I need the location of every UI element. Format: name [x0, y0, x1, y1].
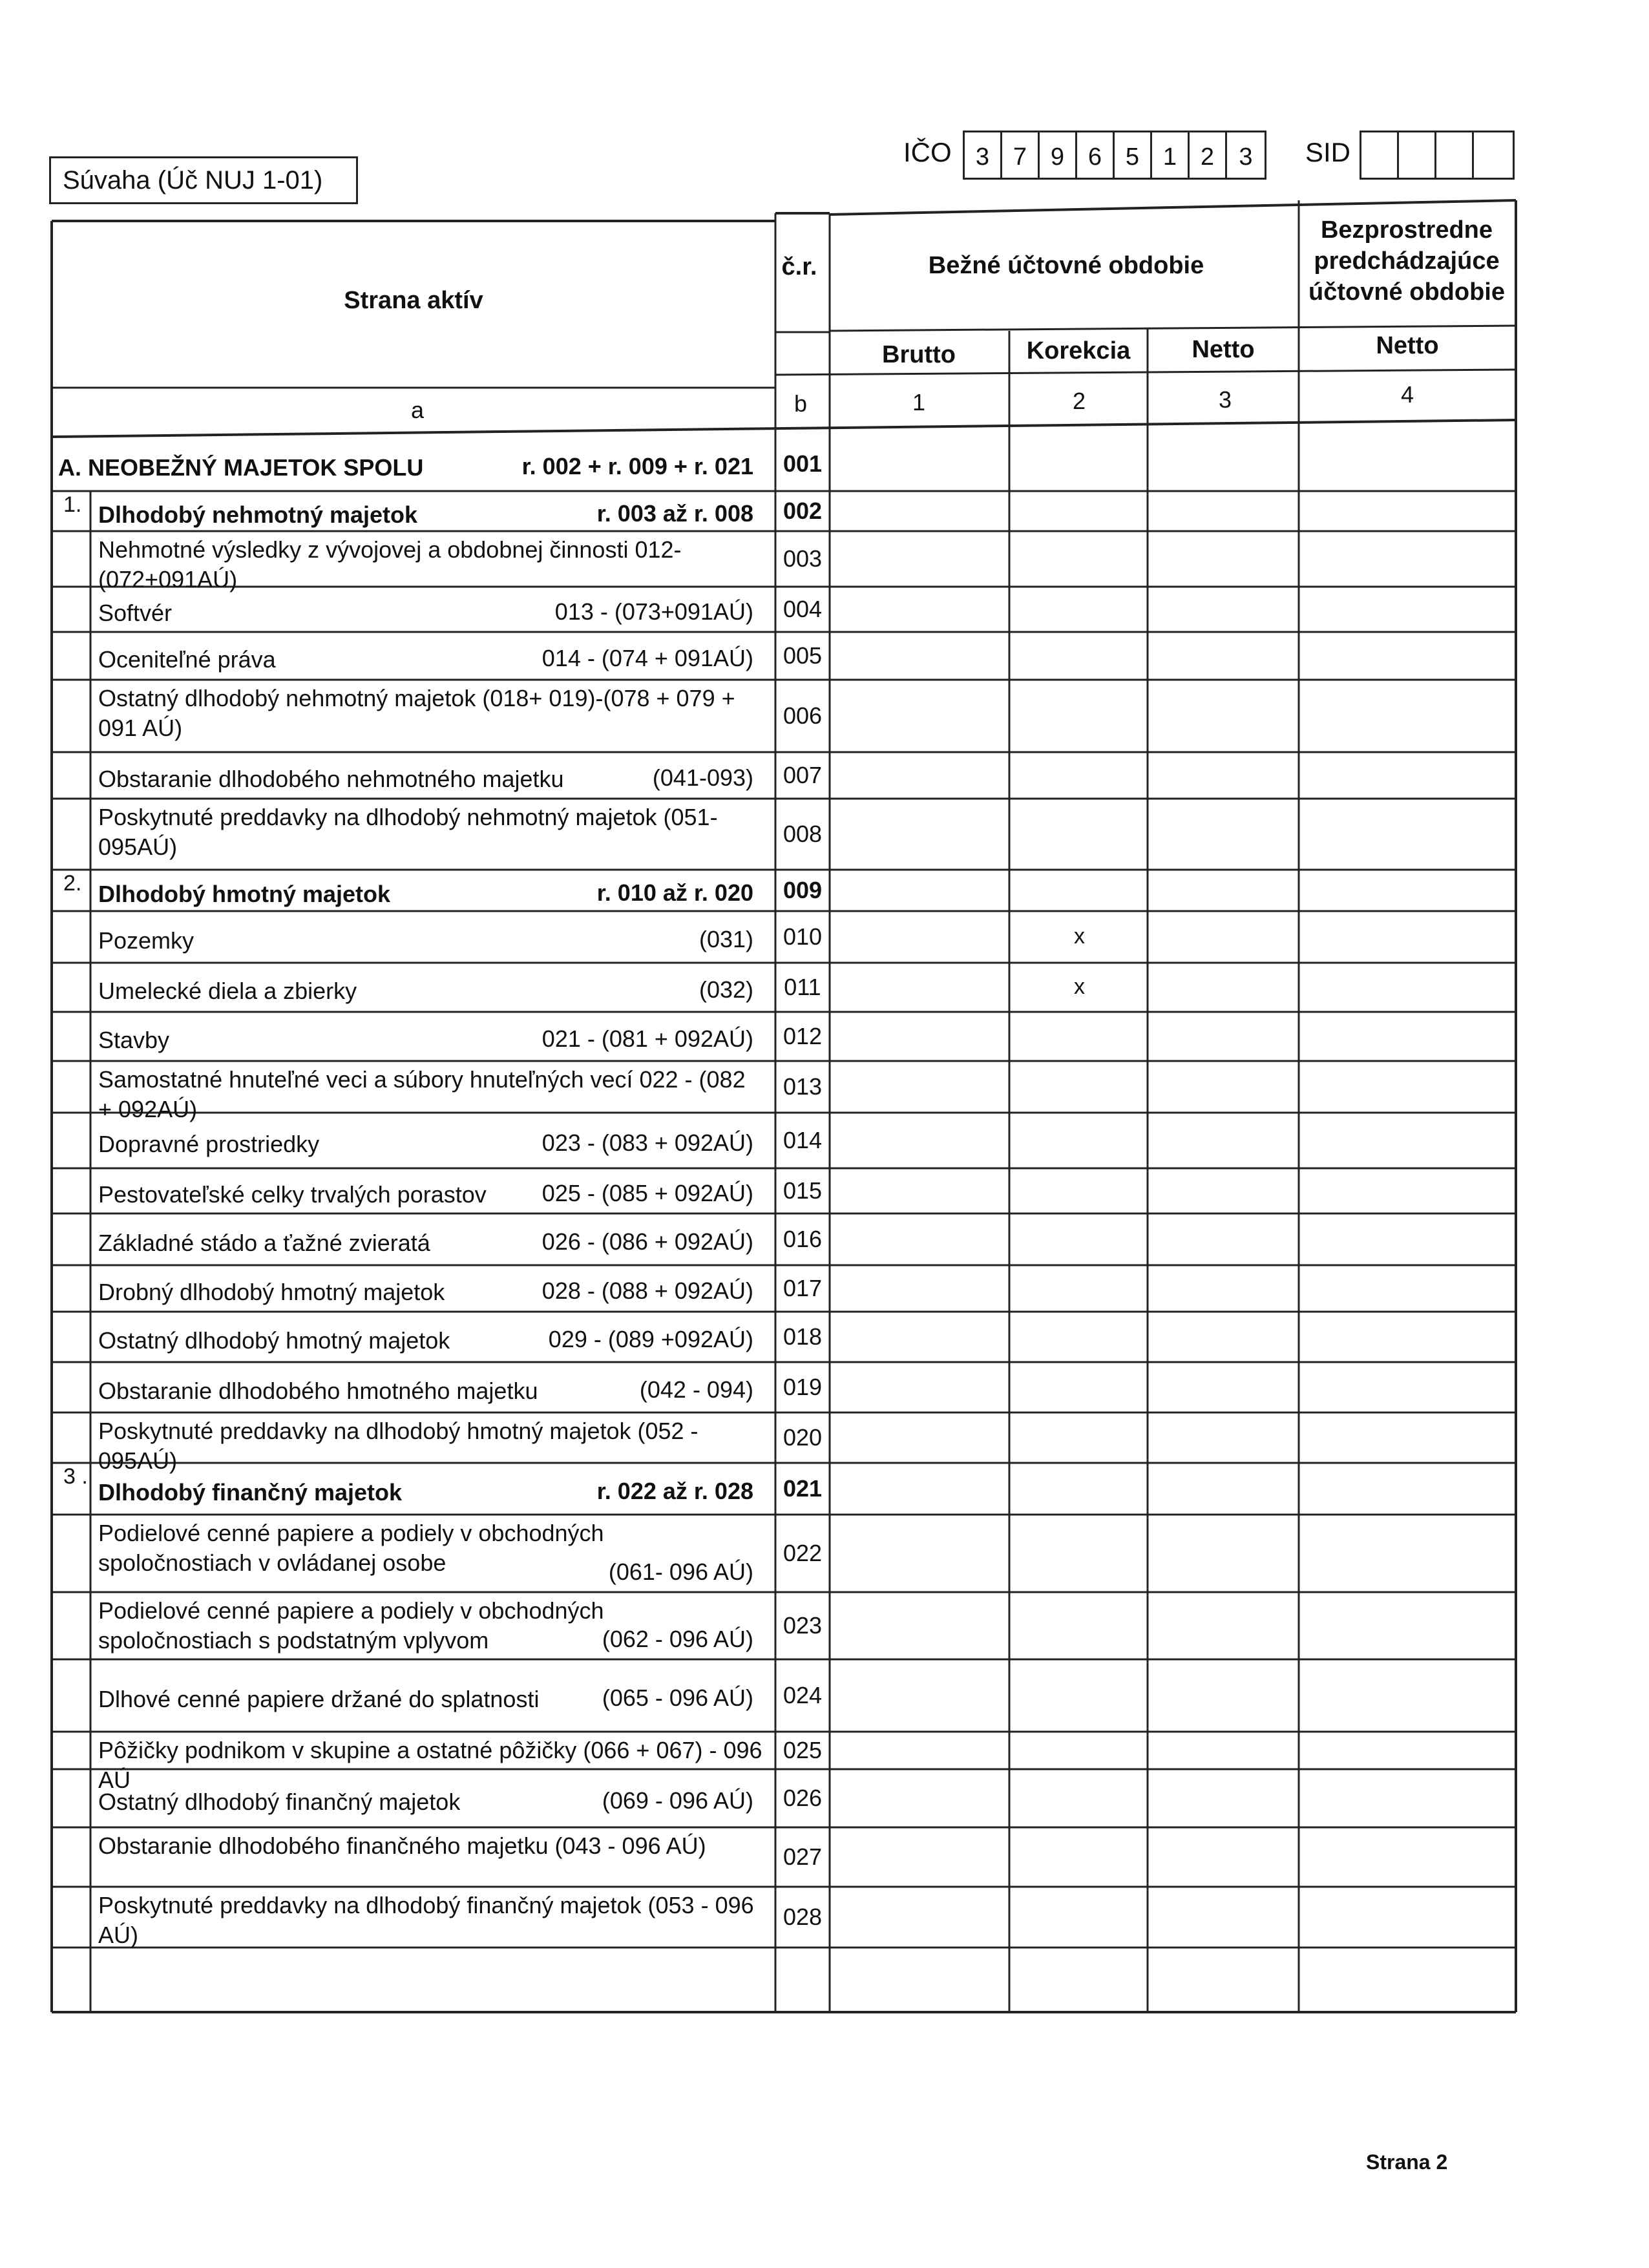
row-number-009: 009	[782, 877, 823, 903]
row-formula-018: 029 - (089 +092AÚ)	[548, 1326, 753, 1352]
row-formula-010: (031)	[698, 926, 753, 952]
ico-label: IČO	[903, 137, 952, 167]
row-label-004: Softvér	[98, 600, 173, 626]
row-formula-002: r. 003 až r. 008	[596, 500, 753, 527]
row-number-024: 024	[782, 1682, 823, 1708]
col-1-label: 1	[912, 389, 926, 415]
row-formula-021: r. 022 až r. 028	[596, 1478, 753, 1504]
row-label-020: Poskytnuté preddavky na dlhodobý hmotný majetok (052 - 095AÚ)	[98, 1418, 698, 1474]
row-number-023: 023	[782, 1612, 823, 1639]
col-3-label: 3	[1218, 386, 1232, 413]
row-label-013: Samostatné hnuteľné veci a súbory hnuteľných vecí 022 - (082 + 092AÚ)	[98, 1066, 746, 1122]
section-number: 3 .	[63, 1464, 88, 1489]
row-label-016: Základné stádo a ťažné zvieratá	[98, 1230, 430, 1256]
row-label-019: Obstaranie dlhodobého hmotného majetku	[98, 1378, 538, 1404]
row-label-002: Dlhodobý nehmotný majetok	[98, 501, 418, 528]
row-number-001: 001	[782, 450, 823, 477]
row-label-003: Nehmotné výsledky z vývojovej a obdobnej činnosti 012-(072+091AÚ)	[98, 536, 682, 593]
row-formula-017: 028 - (088 + 092AÚ)	[541, 1277, 753, 1304]
ico-digit[interactable]: 7	[1002, 132, 1040, 178]
row-formula-004: 013 - (073+091AÚ)	[554, 598, 753, 625]
row-number-007: 007	[782, 762, 823, 788]
row-label-011: Umelecké diela a zbierky	[98, 978, 357, 1004]
row-number-016: 016	[782, 1226, 823, 1252]
korekcia-mark: x	[1074, 974, 1085, 999]
header-netto-prev: Netto	[1376, 332, 1439, 359]
row-formula-019: (042 - 094)	[639, 1376, 753, 1403]
row-label-017: Drobný dlhodobý hmotný majetok	[98, 1279, 445, 1305]
row-number-014: 014	[782, 1127, 823, 1153]
row-label-015: Pestovateľské celky trvalých porastov	[98, 1181, 487, 1208]
row-number-011: 011	[784, 974, 821, 1000]
header-brutto: Brutto	[882, 341, 956, 368]
row-label-018: Ostatný dlhodobý hmotný majetok	[98, 1327, 450, 1354]
col-2-label: 2	[1072, 388, 1086, 414]
row-formula-026: (069 - 096 AÚ)	[602, 1787, 753, 1814]
section-number: 1.	[63, 492, 82, 517]
header-side: Strana aktív	[344, 287, 483, 314]
row-label-009: Dlhodobý hmotný majetok	[98, 881, 391, 907]
row-label-022: Podielové cenné papiere a podiely v obchodných spoločnostiach v ovládanej osobe	[98, 1520, 604, 1576]
row-number-013: 013	[782, 1073, 823, 1100]
header-netto: Netto	[1192, 336, 1255, 363]
section-number: 2.	[63, 871, 82, 896]
row-number-004: 004	[782, 596, 823, 622]
row-label-012: Stavby	[98, 1027, 170, 1053]
row-number-025: 025	[782, 1737, 823, 1763]
row-formula-015: 025 - (085 + 092AÚ)	[541, 1180, 753, 1206]
row-formula-011: (032)	[698, 976, 753, 1003]
sid-label: SID	[1305, 137, 1351, 167]
row-number-019: 019	[782, 1374, 823, 1400]
row-number-026: 026	[782, 1785, 823, 1811]
header-current-period: Bežné účtovné obdobie	[928, 252, 1204, 279]
col-b-label: b	[793, 390, 808, 417]
row-number-017: 017	[782, 1275, 823, 1301]
row-formula-005: 014 - (074 + 091AÚ)	[541, 645, 753, 671]
row-label-008: Poskytnuté preddavky na dlhodobý nehmotný majetok (051- 095AÚ)	[98, 804, 718, 860]
ico-digit[interactable]: 1	[1152, 132, 1190, 178]
ico-digit[interactable]: 6	[1077, 132, 1115, 178]
ico-digit[interactable]: 3	[1239, 143, 1253, 171]
ico-digit[interactable]: 2	[1190, 132, 1227, 178]
row-formula-016: 026 - (086 + 092AÚ)	[541, 1228, 753, 1255]
row-label-006: Ostatný dlhodobý nehmotný majetok (018+ 019)-(078 + 079 + 091 AÚ)	[98, 685, 735, 741]
table-top-line-right	[830, 200, 1516, 215]
row-number-028: 028	[782, 1904, 823, 1930]
row-number-002: 002	[782, 498, 823, 524]
row-label-001: A. NEOBEŽNÝ MAJETOK SPOLU	[58, 454, 424, 481]
row-label-021: Dlhodobý finančný majetok	[98, 1479, 403, 1506]
row-number-018: 018	[782, 1323, 823, 1350]
header-korekcia: Korekcia	[1026, 337, 1131, 364]
row-number-006: 006	[782, 702, 823, 729]
row-number-012: 012	[782, 1023, 823, 1049]
row-formula-009: r. 010 až r. 020	[596, 879, 753, 906]
row-number-015: 015	[782, 1177, 823, 1204]
row-number-008: 008	[782, 821, 823, 847]
col-a-label: a	[410, 397, 425, 423]
row-number-021: 021	[782, 1475, 823, 1502]
row-formula-001: r. 002 + r. 009 + r. 021	[521, 453, 753, 479]
header-sub-line	[830, 326, 1516, 331]
row-formula-023: (062 - 096 AÚ)	[602, 1626, 753, 1652]
ico-digit[interactable]: 5	[1115, 132, 1152, 178]
row-number-005: 005	[782, 642, 823, 669]
row-label-026: Ostatný dlhodobý finančný majetok	[98, 1789, 461, 1815]
row-formula-024: (065 - 096 AÚ)	[602, 1685, 753, 1711]
row-label-007: Obstaranie dlhodobého nehmotného majetku	[98, 766, 564, 792]
row-label-025: Pôžičky podnikom v skupine a ostatné pôžičky (066 + 067) - 096 AÚ	[98, 1737, 762, 1793]
row-formula-022: (061- 096 AÚ)	[608, 1559, 753, 1585]
row-formula-014: 023 - (083 + 092AÚ)	[541, 1129, 753, 1156]
header-cr: č.r.	[781, 253, 817, 280]
row-number-010: 010	[782, 923, 823, 950]
row-label-014: Dopravné prostriedky	[98, 1131, 320, 1157]
ico-digit[interactable]: 9	[1040, 132, 1077, 178]
col-4-label: 4	[1400, 381, 1414, 408]
ico-digit[interactable]: 3	[965, 132, 1002, 178]
row-number-022: 022	[782, 1540, 823, 1566]
korekcia-mark: x	[1074, 924, 1085, 949]
page-number: Strana 2	[1366, 2150, 1448, 2174]
header-bottom-line	[52, 420, 1516, 437]
header-prev-period: Bezprostredne predchádzajúce účtovné obdobie	[1308, 216, 1505, 306]
row-formula-007: (041-093)	[652, 764, 753, 791]
row-formula-012: 021 - (081 + 092AÚ)	[541, 1025, 753, 1052]
row-number-027: 027	[782, 1843, 823, 1870]
row-label-005: Oceniteľné práva	[98, 646, 276, 673]
row-label-023: Podielové cenné papiere a podiely v obchodných spoločnostiach s podstatným vplyvom	[98, 1597, 604, 1654]
row-number-003: 003	[782, 545, 823, 572]
row-label-027: Obstaranie dlhodobého finančného majetku (043 - 096 AÚ)	[98, 1832, 706, 1859]
row-label-028: Poskytnuté preddavky na dlhodobý finančný majetok (053 - 096 AÚ)	[98, 1892, 754, 1948]
row-label-024: Dlhové cenné papiere držané do splatnosti	[98, 1686, 540, 1712]
row-number-020: 020	[782, 1424, 823, 1451]
row-label-010: Pozemky	[98, 927, 194, 954]
form-title: Súvaha (Úč NUJ 1-01)	[49, 156, 358, 204]
header-num-line	[775, 370, 1516, 375]
